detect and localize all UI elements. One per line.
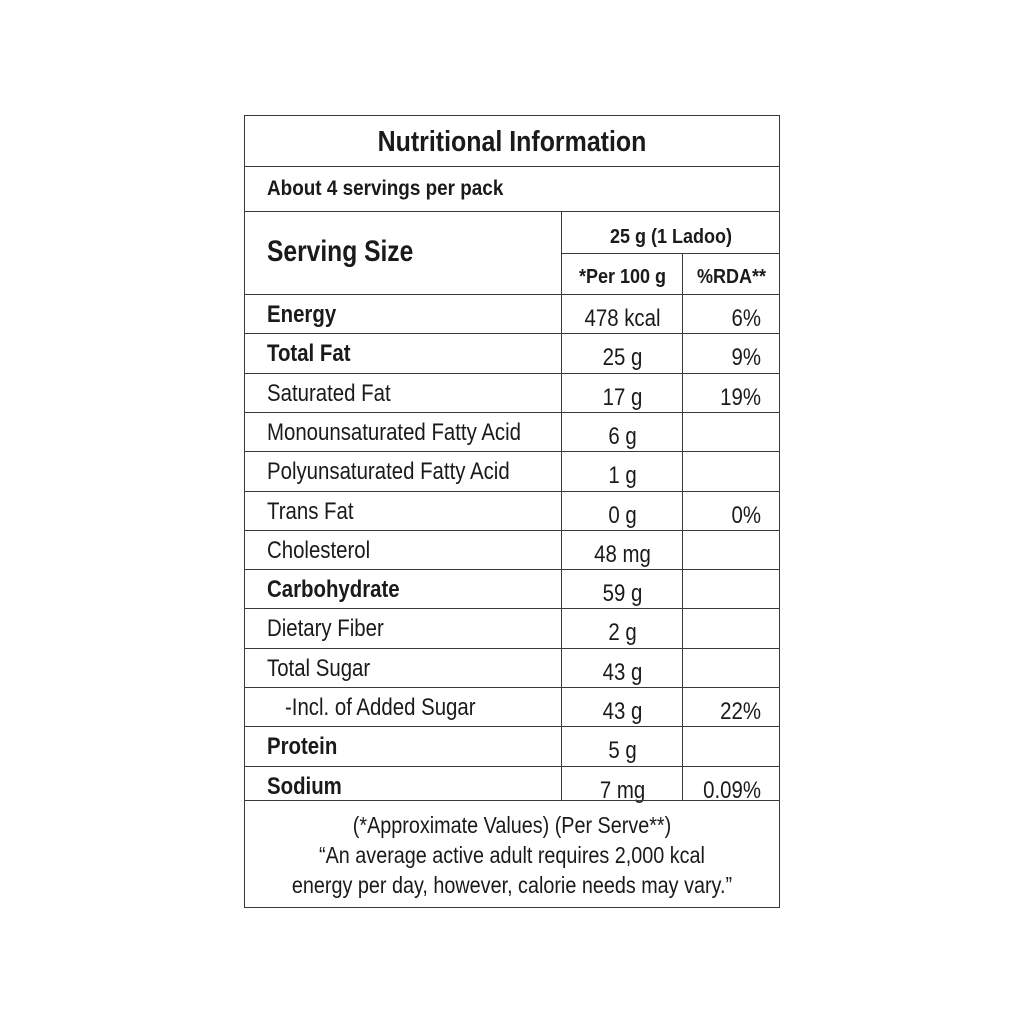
row-divider — [245, 766, 779, 767]
nutrient-label: Sodium — [267, 772, 342, 800]
divider — [245, 211, 779, 212]
row-divider — [245, 451, 779, 452]
nutrient-label: Energy — [267, 301, 337, 328]
row-divider — [245, 648, 779, 649]
nutrient-value: 7 mg — [599, 776, 646, 804]
nutrient-label: Trans Fat — [267, 497, 354, 525]
nutrient-label: Total Sugar — [267, 654, 371, 682]
serving-size-value: 25 g (1 Ladoo) — [609, 226, 733, 248]
table-title: Nutritional Information — [377, 126, 647, 158]
nutrient-value: 48 mg — [594, 540, 651, 568]
nutrient-rda: 9% — [731, 344, 761, 372]
divider — [245, 166, 779, 167]
nutrition-table — [244, 115, 780, 908]
nutrient-value: 2 g — [608, 619, 637, 647]
nutrient-rda: 0% — [731, 501, 761, 529]
row-divider — [245, 726, 779, 727]
nutrient-value: 25 g — [602, 344, 643, 372]
row-divider — [245, 687, 779, 688]
nutrient-value: 6 g — [608, 422, 637, 450]
footnote-rda-line2: energy per day, however, calorie needs may vary.” — [291, 872, 733, 898]
row-divider — [245, 569, 779, 570]
nutrient-rda: 19% — [720, 383, 761, 411]
column-header-per-100g: *Per 100 g — [578, 266, 667, 288]
nutrient-label: -Incl. of Added Sugar — [285, 694, 476, 721]
nutrient-value: 478 kcal — [584, 305, 661, 332]
divider — [245, 294, 779, 295]
nutrient-value: 43 g — [602, 698, 643, 725]
divider — [245, 800, 779, 801]
row-divider — [245, 491, 779, 492]
column-divider — [561, 211, 562, 800]
nutrient-label: Total Fat — [267, 340, 351, 368]
row-divider — [245, 608, 779, 609]
divider — [562, 253, 779, 254]
nutrient-label: Monounsaturated Fatty Acid — [267, 418, 522, 446]
nutrient-value: 17 g — [602, 383, 643, 411]
row-divider — [245, 373, 779, 374]
nutrient-label: Carbohydrate — [267, 576, 400, 604]
nutrient-value: 1 g — [608, 462, 637, 490]
column-header-rda: %RDA** — [696, 266, 767, 288]
nutrient-value: 59 g — [602, 580, 643, 608]
nutrient-rda: 0.09% — [703, 776, 761, 804]
footnote-rda-line1: “An average active adult requires 2,000 kcal — [319, 842, 705, 868]
footnote-approx: (*Approximate Values) (Per Serve**) — [352, 812, 672, 838]
row-divider — [245, 333, 779, 334]
nutrient-value: 43 g — [602, 658, 643, 686]
servings-per-pack: About 4 servings per pack — [267, 177, 504, 200]
nutrient-label: Cholesterol — [267, 536, 371, 564]
nutrient-label: Saturated Fat — [267, 379, 391, 407]
serving-size-label: Serving Size — [267, 235, 414, 268]
nutrient-value: 0 g — [608, 501, 637, 529]
nutrient-label: Protein — [267, 733, 338, 761]
nutrient-rda: 22% — [720, 698, 761, 725]
nutrient-value: 5 g — [608, 737, 637, 765]
nutrient-label: Dietary Fiber — [267, 615, 384, 643]
column-divider — [682, 253, 683, 800]
row-divider — [245, 530, 779, 531]
nutrient-label: Polyunsaturated Fatty Acid — [267, 458, 510, 486]
nutrient-rda: 6% — [731, 305, 761, 332]
row-divider — [245, 412, 779, 413]
